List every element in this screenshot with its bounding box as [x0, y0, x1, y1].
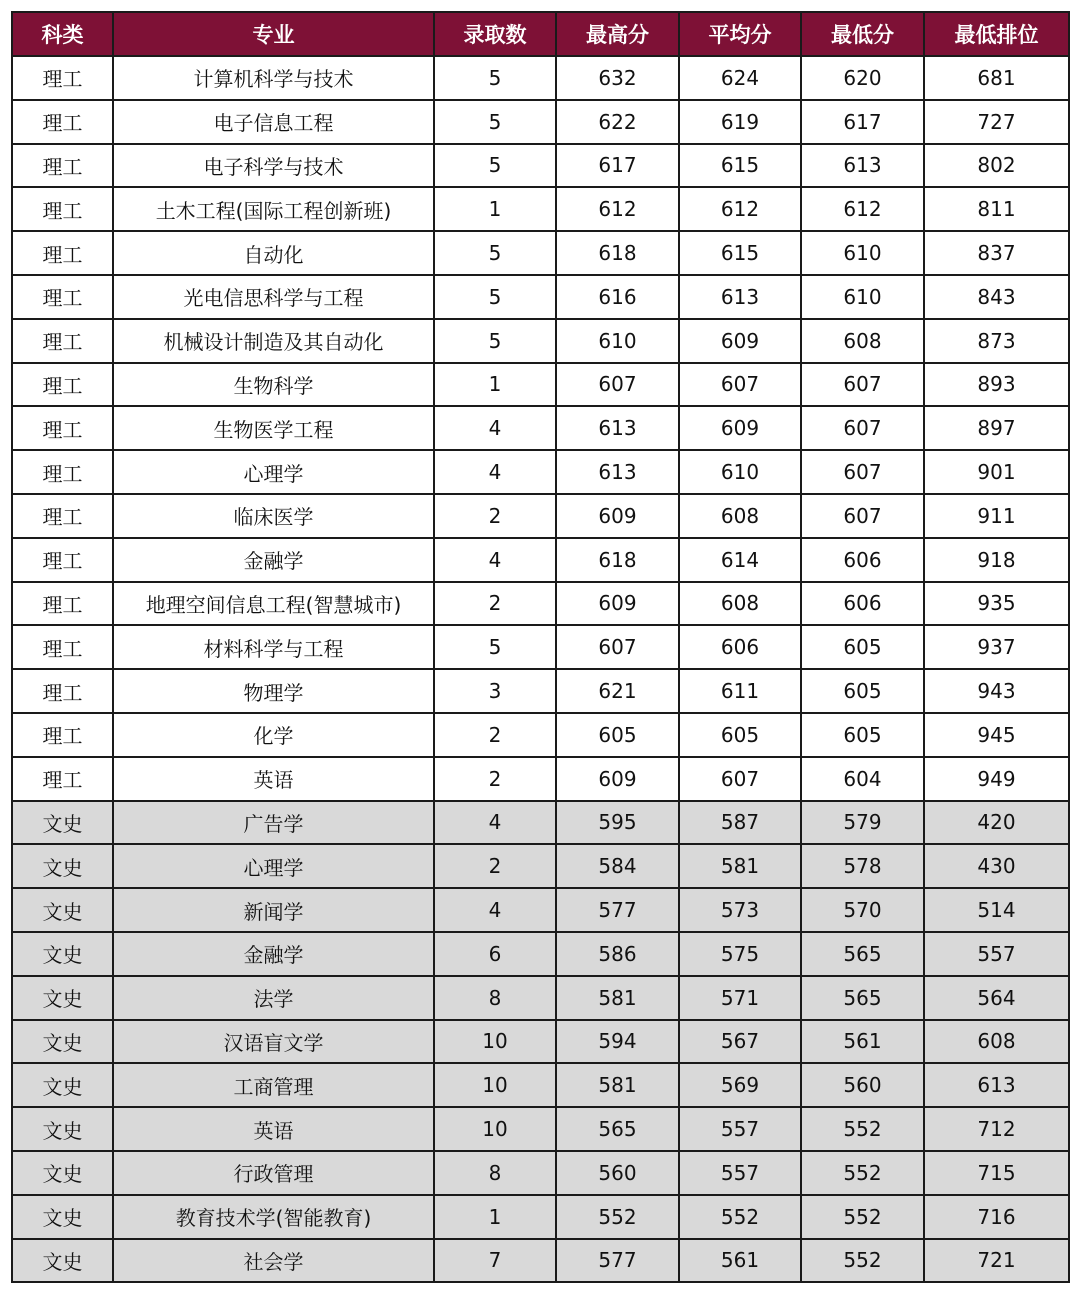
cell-category: 文史 — [12, 888, 113, 932]
cell-admitted-count: 5 — [434, 100, 556, 144]
cell-category: 理工 — [12, 187, 113, 231]
table-row — [12, 1151, 1069, 1195]
cell-category: 理工 — [12, 625, 113, 669]
cell-highest-score: 618 — [556, 538, 679, 582]
cell-major: 汉语盲文学 — [113, 1020, 434, 1064]
cell-category: 理工 — [12, 757, 113, 801]
cell-admitted-count: 5 — [434, 625, 556, 669]
cell-lowest-rank: 897 — [924, 406, 1069, 450]
cell-highest-score: 609 — [556, 494, 679, 538]
cell-average-score: 561 — [679, 1239, 801, 1283]
cell-highest-score: 609 — [556, 582, 679, 626]
cell-lowest-score: 607 — [801, 450, 924, 494]
cell-average-score: 608 — [679, 582, 801, 626]
cell-highest-score: 607 — [556, 363, 679, 407]
table-row — [12, 932, 1069, 976]
cell-highest-score: 595 — [556, 801, 679, 845]
table-row — [12, 801, 1069, 845]
cell-lowest-rank: 949 — [924, 757, 1069, 801]
cell-category: 理工 — [12, 144, 113, 188]
cell-major: 法学 — [113, 976, 434, 1020]
cell-lowest-score: 606 — [801, 582, 924, 626]
cell-major: 地理空间信息工程(智慧城市) — [113, 582, 434, 626]
cell-category: 理工 — [12, 450, 113, 494]
cell-admitted-count: 5 — [434, 56, 556, 100]
cell-lowest-score: 565 — [801, 976, 924, 1020]
cell-highest-score: 577 — [556, 1239, 679, 1283]
cell-admitted-count: 5 — [434, 319, 556, 363]
cell-major: 社会学 — [113, 1239, 434, 1283]
cell-lowest-score: 610 — [801, 231, 924, 275]
cell-lowest-score: 607 — [801, 363, 924, 407]
cell-admitted-count: 1 — [434, 1195, 556, 1239]
header-lowest-score: 最低分 — [801, 12, 924, 56]
cell-category: 文史 — [12, 1107, 113, 1151]
cell-average-score: 611 — [679, 669, 801, 713]
cell-lowest-rank: 918 — [924, 538, 1069, 582]
table-row — [12, 1195, 1069, 1239]
cell-average-score: 607 — [679, 757, 801, 801]
cell-admitted-count: 4 — [434, 406, 556, 450]
cell-average-score: 567 — [679, 1020, 801, 1064]
cell-lowest-rank: 802 — [924, 144, 1069, 188]
cell-highest-score: 560 — [556, 1151, 679, 1195]
cell-admitted-count: 1 — [434, 187, 556, 231]
cell-admitted-count: 3 — [434, 669, 556, 713]
cell-highest-score: 632 — [556, 56, 679, 100]
cell-lowest-rank: 514 — [924, 888, 1069, 932]
table-row — [12, 56, 1069, 100]
cell-highest-score: 605 — [556, 713, 679, 757]
cell-category: 理工 — [12, 363, 113, 407]
admission-table — [11, 11, 1070, 1283]
cell-average-score: 615 — [679, 231, 801, 275]
table-row — [12, 1107, 1069, 1151]
table-row — [12, 187, 1069, 231]
table-header — [12, 12, 1069, 56]
cell-category: 理工 — [12, 582, 113, 626]
cell-category: 文史 — [12, 932, 113, 976]
cell-lowest-rank: 716 — [924, 1195, 1069, 1239]
cell-lowest-rank: 935 — [924, 582, 1069, 626]
cell-lowest-rank: 911 — [924, 494, 1069, 538]
cell-average-score: 557 — [679, 1151, 801, 1195]
cell-category: 文史 — [12, 801, 113, 845]
cell-lowest-score: 605 — [801, 625, 924, 669]
table-row — [12, 713, 1069, 757]
cell-lowest-score: 552 — [801, 1195, 924, 1239]
cell-highest-score: 613 — [556, 450, 679, 494]
table-body — [12, 56, 1069, 1282]
table-row — [12, 844, 1069, 888]
header-category: 科类 — [12, 12, 113, 56]
cell-lowest-rank: 557 — [924, 932, 1069, 976]
cell-lowest-score: 617 — [801, 100, 924, 144]
cell-lowest-rank: 715 — [924, 1151, 1069, 1195]
cell-major: 物理学 — [113, 669, 434, 713]
cell-admitted-count: 5 — [434, 144, 556, 188]
cell-admitted-count: 7 — [434, 1239, 556, 1283]
cell-highest-score: 577 — [556, 888, 679, 932]
cell-highest-score: 618 — [556, 231, 679, 275]
cell-major: 金融学 — [113, 538, 434, 582]
cell-category: 理工 — [12, 669, 113, 713]
cell-highest-score: 612 — [556, 187, 679, 231]
cell-highest-score: 581 — [556, 1063, 679, 1107]
cell-major: 化学 — [113, 713, 434, 757]
cell-category: 理工 — [12, 494, 113, 538]
cell-lowest-score: 620 — [801, 56, 924, 100]
cell-major: 行政管理 — [113, 1151, 434, 1195]
cell-highest-score: 584 — [556, 844, 679, 888]
cell-highest-score: 610 — [556, 319, 679, 363]
cell-lowest-rank: 843 — [924, 275, 1069, 319]
cell-highest-score: 586 — [556, 932, 679, 976]
table-row — [12, 100, 1069, 144]
cell-lowest-rank: 681 — [924, 56, 1069, 100]
cell-lowest-score: 606 — [801, 538, 924, 582]
cell-category: 理工 — [12, 319, 113, 363]
cell-admitted-count: 2 — [434, 713, 556, 757]
cell-category: 理工 — [12, 275, 113, 319]
cell-category: 文史 — [12, 1195, 113, 1239]
cell-average-score: 569 — [679, 1063, 801, 1107]
table-row — [12, 231, 1069, 275]
cell-average-score: 610 — [679, 450, 801, 494]
cell-lowest-rank: 721 — [924, 1239, 1069, 1283]
cell-average-score: 575 — [679, 932, 801, 976]
cell-major: 心理学 — [113, 450, 434, 494]
cell-admitted-count: 10 — [434, 1020, 556, 1064]
header-lowest-rank: 最低排位 — [924, 12, 1069, 56]
cell-major: 电子科学与技术 — [113, 144, 434, 188]
cell-average-score: 613 — [679, 275, 801, 319]
cell-lowest-rank: 901 — [924, 450, 1069, 494]
cell-admitted-count: 8 — [434, 976, 556, 1020]
cell-lowest-score: 560 — [801, 1063, 924, 1107]
cell-major: 电子信息工程 — [113, 100, 434, 144]
cell-average-score: 605 — [679, 713, 801, 757]
cell-highest-score: 617 — [556, 144, 679, 188]
cell-category: 理工 — [12, 231, 113, 275]
cell-highest-score: 594 — [556, 1020, 679, 1064]
cell-lowest-rank: 937 — [924, 625, 1069, 669]
cell-highest-score: 616 — [556, 275, 679, 319]
cell-highest-score: 609 — [556, 757, 679, 801]
cell-lowest-score: 612 — [801, 187, 924, 231]
cell-highest-score: 621 — [556, 669, 679, 713]
table-row — [12, 319, 1069, 363]
table-row — [12, 1063, 1069, 1107]
cell-admitted-count: 5 — [434, 275, 556, 319]
cell-lowest-score: 565 — [801, 932, 924, 976]
cell-lowest-score: 552 — [801, 1107, 924, 1151]
cell-average-score: 608 — [679, 494, 801, 538]
cell-category: 理工 — [12, 100, 113, 144]
cell-major: 机械设计制造及其自动化 — [113, 319, 434, 363]
table-row — [12, 494, 1069, 538]
cell-major: 心理学 — [113, 844, 434, 888]
cell-average-score: 609 — [679, 319, 801, 363]
cell-admitted-count: 8 — [434, 1151, 556, 1195]
cell-major: 光电信思科学与工程 — [113, 275, 434, 319]
cell-admitted-count: 10 — [434, 1063, 556, 1107]
cell-highest-score: 607 — [556, 625, 679, 669]
cell-major: 工商管理 — [113, 1063, 434, 1107]
cell-lowest-rank: 945 — [924, 713, 1069, 757]
cell-highest-score: 565 — [556, 1107, 679, 1151]
table-row — [12, 757, 1069, 801]
table-row — [12, 976, 1069, 1020]
cell-admitted-count: 6 — [434, 932, 556, 976]
cell-lowest-rank: 893 — [924, 363, 1069, 407]
cell-admitted-count: 5 — [434, 231, 556, 275]
cell-major: 英语 — [113, 757, 434, 801]
cell-admitted-count: 10 — [434, 1107, 556, 1151]
table-row — [12, 538, 1069, 582]
cell-lowest-score: 561 — [801, 1020, 924, 1064]
cell-lowest-rank: 727 — [924, 100, 1069, 144]
cell-category: 理工 — [12, 406, 113, 450]
cell-lowest-score: 608 — [801, 319, 924, 363]
table-row — [12, 450, 1069, 494]
table-row — [12, 582, 1069, 626]
cell-lowest-score: 570 — [801, 888, 924, 932]
table-row — [12, 625, 1069, 669]
header-row — [12, 12, 1069, 56]
cell-major: 材料科学与工程 — [113, 625, 434, 669]
cell-lowest-rank: 613 — [924, 1063, 1069, 1107]
header-average-score: 平均分 — [679, 12, 801, 56]
cell-major: 生物科学 — [113, 363, 434, 407]
cell-major: 生物医学工程 — [113, 406, 434, 450]
cell-lowest-score: 604 — [801, 757, 924, 801]
cell-category: 理工 — [12, 538, 113, 582]
cell-category: 文史 — [12, 976, 113, 1020]
table-row — [12, 888, 1069, 932]
cell-major: 教育技术学(智能教育) — [113, 1195, 434, 1239]
header-admitted-count: 录取数 — [434, 12, 556, 56]
header-highest-score: 最高分 — [556, 12, 679, 56]
cell-average-score: 552 — [679, 1195, 801, 1239]
cell-average-score: 614 — [679, 538, 801, 582]
table-row — [12, 144, 1069, 188]
cell-category: 文史 — [12, 1239, 113, 1283]
cell-category: 理工 — [12, 56, 113, 100]
cell-lowest-rank: 564 — [924, 976, 1069, 1020]
cell-category: 文史 — [12, 844, 113, 888]
cell-admitted-count: 4 — [434, 538, 556, 582]
cell-lowest-score: 607 — [801, 494, 924, 538]
cell-major: 英语 — [113, 1107, 434, 1151]
cell-lowest-rank: 420 — [924, 801, 1069, 845]
cell-major: 新闻学 — [113, 888, 434, 932]
cell-major: 土木工程(国际工程创新班) — [113, 187, 434, 231]
cell-lowest-score: 605 — [801, 669, 924, 713]
cell-average-score: 557 — [679, 1107, 801, 1151]
cell-average-score: 624 — [679, 56, 801, 100]
table-row — [12, 275, 1069, 319]
cell-lowest-score: 578 — [801, 844, 924, 888]
cell-average-score: 573 — [679, 888, 801, 932]
table-row — [12, 363, 1069, 407]
cell-admitted-count: 2 — [434, 757, 556, 801]
cell-highest-score: 613 — [556, 406, 679, 450]
cell-lowest-rank: 430 — [924, 844, 1069, 888]
cell-category: 文史 — [12, 1063, 113, 1107]
cell-lowest-score: 607 — [801, 406, 924, 450]
cell-average-score: 587 — [679, 801, 801, 845]
cell-lowest-score: 552 — [801, 1151, 924, 1195]
header-major: 专业 — [113, 12, 434, 56]
cell-category: 文史 — [12, 1020, 113, 1064]
cell-lowest-rank: 608 — [924, 1020, 1069, 1064]
cell-admitted-count: 4 — [434, 801, 556, 845]
cell-admitted-count: 2 — [434, 494, 556, 538]
cell-admitted-count: 4 — [434, 450, 556, 494]
cell-average-score: 619 — [679, 100, 801, 144]
cell-category: 理工 — [12, 713, 113, 757]
cell-lowest-rank: 943 — [924, 669, 1069, 713]
table-row — [12, 406, 1069, 450]
cell-average-score: 609 — [679, 406, 801, 450]
cell-admitted-count: 4 — [434, 888, 556, 932]
cell-lowest-rank: 837 — [924, 231, 1069, 275]
table-row — [12, 669, 1069, 713]
cell-major: 金融学 — [113, 932, 434, 976]
cell-major: 自动化 — [113, 231, 434, 275]
cell-lowest-score: 605 — [801, 713, 924, 757]
cell-lowest-rank: 811 — [924, 187, 1069, 231]
table-row — [12, 1239, 1069, 1283]
cell-admitted-count: 2 — [434, 582, 556, 626]
cell-average-score: 612 — [679, 187, 801, 231]
cell-major: 临床医学 — [113, 494, 434, 538]
cell-average-score: 615 — [679, 144, 801, 188]
cell-lowest-score: 610 — [801, 275, 924, 319]
cell-lowest-score: 613 — [801, 144, 924, 188]
cell-highest-score: 552 — [556, 1195, 679, 1239]
cell-lowest-score: 552 — [801, 1239, 924, 1283]
table-row — [12, 1020, 1069, 1064]
cell-major: 计算机科学与技术 — [113, 56, 434, 100]
cell-lowest-rank: 712 — [924, 1107, 1069, 1151]
cell-lowest-score: 579 — [801, 801, 924, 845]
cell-average-score: 607 — [679, 363, 801, 407]
cell-average-score: 581 — [679, 844, 801, 888]
cell-major: 广告学 — [113, 801, 434, 845]
cell-average-score: 606 — [679, 625, 801, 669]
cell-average-score: 571 — [679, 976, 801, 1020]
cell-highest-score: 581 — [556, 976, 679, 1020]
cell-admitted-count: 2 — [434, 844, 556, 888]
cell-lowest-rank: 873 — [924, 319, 1069, 363]
cell-category: 文史 — [12, 1151, 113, 1195]
cell-highest-score: 622 — [556, 100, 679, 144]
cell-admitted-count: 1 — [434, 363, 556, 407]
